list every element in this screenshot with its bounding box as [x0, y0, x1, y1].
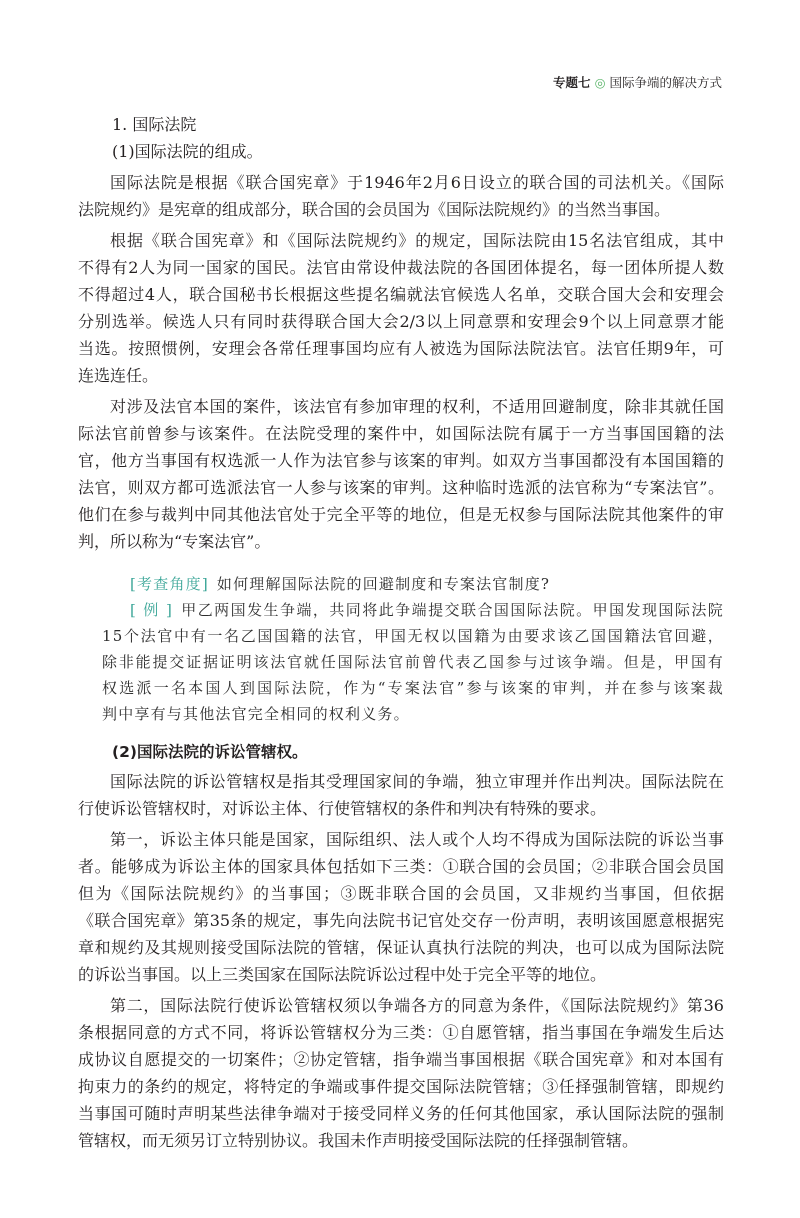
text-line: 际法官前曾参与该案件。在法院受理的案件中，如国际法院有属于一方当事国国籍的法 [78, 424, 724, 443]
text-line: 他们在参与裁判中同其他法官处于完全平等的地位，但是无权参与国际法院其他案件的审 [78, 505, 724, 524]
example-tag: [ 例 ] [130, 601, 174, 619]
chapter-label: 专题七 [553, 75, 591, 90]
text-line: 条根据同意的方式不同，将诉讼管辖权分为三类：①自愿管辖，指当事国在争端发生后达 [78, 1023, 724, 1042]
running-header [553, 74, 722, 92]
example-text: 甲乙两国发生争端，共同将此争端提交联合国国际法院。甲国发现国际法院 [181, 601, 724, 619]
paragraph [78, 227, 724, 389]
text-line: 管辖权，而无须另订立特别协议。我国未作声明接受国际法院的任择强制管辖。 [78, 1131, 639, 1150]
text-line: 法官，则双方都可选派法官一人参与该案的审判。这种临时选派的法官称为“专案法官”。 [78, 478, 724, 497]
text-line: 的诉讼当事国。以上三类国家在国际法院诉讼过程中处于完全平等的地位。 [78, 965, 607, 984]
paragraph [78, 826, 724, 988]
text-line: 章和规约及其规则接受国际法院的管辖，保证认真执行法院的判决，也可以成为国际法院 [78, 938, 724, 957]
example-text-line: 15个法官中有一名乙国国籍的法官，甲国无权以国籍为由要求该乙国国籍法官回避， [102, 627, 724, 645]
subsection-heading-jurisdiction: (2)国际法院的诉讼管辖权。 [112, 743, 308, 761]
text-line: 行使诉讼管辖权时，对诉讼主体、行使管辖权的条件和判决有特殊的要求。 [78, 799, 607, 818]
page-body [78, 111, 724, 1154]
subsection-heading-composition: (1)国际法院的组成。 [112, 142, 263, 161]
text-line: 国际法院的诉讼管辖权是指其受理国家间的争端，独立审理并作出判决。国际法院在 [110, 772, 724, 791]
exam-angle-tag: [考查角度] [130, 575, 209, 593]
example-text-line: 除非能提交证据证明该法官就任国际法官前曾代表乙国参与过该争端。但是，甲国有 [102, 653, 724, 671]
example-text-line: 判中享有与其他法官完全相同的权利义务。 [102, 705, 410, 723]
text-line: 但为《国际法院规约》的当事国；③既非联合国的会员国，又非规约当事国，但依据 [78, 884, 724, 903]
text-line: 《联合国宪章》第35条的规定，事先向法院书记官处交存一份声明，表明该国愿意根据宪 [78, 911, 724, 930]
exam-point-box [102, 571, 724, 727]
text-line: 当事国可随时声明某些法律争端对于接受同样义务的任何其他国家，承认国际法院的强制 [78, 1104, 724, 1123]
text-line: 国际法院是根据《联合国宪章》于1946年2月6日设立的联合国的司法机关。《国际 [110, 173, 724, 192]
text-line: 法院规约》是宪章的组成部分，联合国的会员国为《国际法院规约》的当然当事国。 [78, 200, 671, 219]
chapter-title: 国际争端的解决方式 [609, 75, 722, 90]
text-line: 判，所以称为“专案法官”。 [78, 532, 271, 551]
text-line: 成协议自愿提交的一切案件；②协定管辖，指争端当事国根据《联合国宪章》和对本国有 [78, 1050, 724, 1069]
text-line: 连选连任。 [78, 366, 159, 385]
text-line: 不得超过4人，联合国秘书长根据这些提名编就法官候选人名单，交联合国大会和安理会 [78, 285, 724, 304]
text-line: 当选。按照惯例，安理会各常任理事国均应有人被选为国际法院法官。法官任期9年，可 [78, 339, 724, 358]
paragraph [78, 169, 724, 223]
exam-angle-line [102, 571, 724, 597]
text-line: 第一，诉讼主体只能是国家，国际组织、法人或个人均不得成为国际法院的诉讼当事 [110, 830, 724, 849]
text-line: 根据《联合国宪章》和《国际法院规约》的规定，国际法院由15名法官组成，其中 [110, 231, 724, 250]
paragraph [78, 768, 724, 822]
paragraph [78, 992, 724, 1154]
paragraph [78, 393, 724, 555]
text-line: 者。能够成为诉讼主体的国家具体包括如下三类：①联合国的会员国；②非联合国会员国 [78, 857, 724, 876]
exam-question: 如何理解国际法院的回避制度和专案法官制度? [216, 575, 551, 593]
text-line: 对涉及法官本国的案件，该法官有参加审理的权利，不适用回避制度，除非其就任国 [110, 397, 724, 416]
text-line: 不得有2人为同一国家的国民。法官由常设仲裁法院的各国团体提名，每一团体所提人数 [78, 258, 724, 277]
example-text-line: 权选派一名本国人到国际法院，作为“专案法官”参与该案的审判，并在参与该案裁 [102, 679, 724, 697]
text-line: 分别选举。候选人只有同时获得联合国大会2/3以上同意票和安理会9个以上同意票才能 [78, 312, 724, 331]
example-first-line [102, 597, 724, 623]
chapter-symbol-icon: ◎ [594, 75, 606, 90]
section-heading: 1. 国际法院 [112, 115, 197, 134]
text-line: 拘束力的条约的规定，将特定的争端或事件提交国际法院管辖；③任择强制管辖，即规约 [78, 1077, 724, 1096]
text-line: 第二，国际法院行使诉讼管辖权须以争端各方的同意为条件，《国际法院规约》第36 [110, 996, 724, 1015]
text-line: 官，他方当事国有权选派一人作为法官参与该案的审判。如双方当事国都没有本国国籍的 [78, 451, 724, 470]
